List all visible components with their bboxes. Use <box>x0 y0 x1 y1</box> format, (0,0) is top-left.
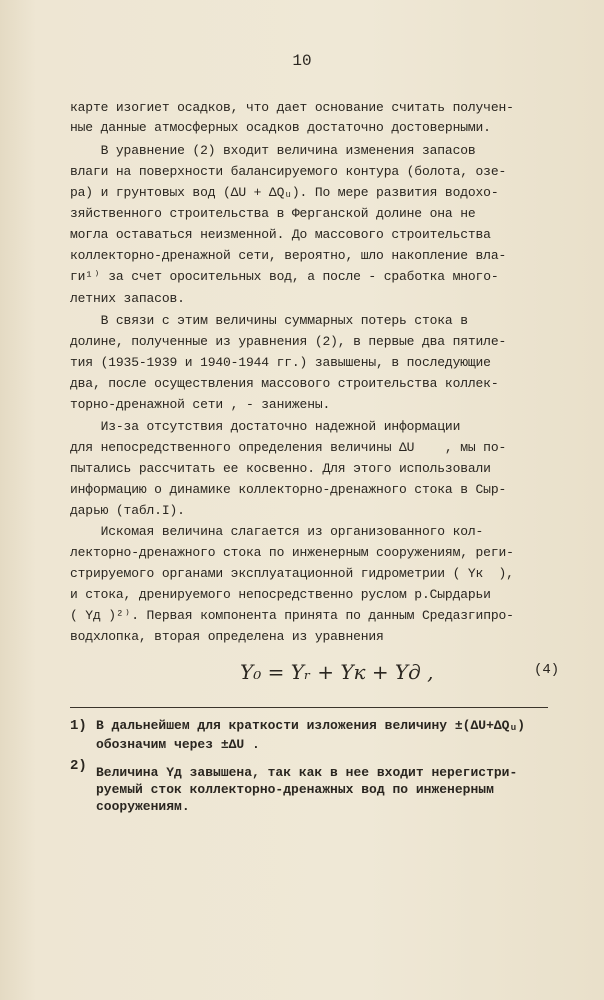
text-line: ги¹⁾ за счет оросительных вод, а после - сработка много- <box>70 269 499 284</box>
text-line: лекторно-дренажного стока по инженерным сооружениям, реги- <box>70 545 514 560</box>
footnote-marker: 2) <box>70 758 87 774</box>
text-line: стрируемого органами эксплуатационной гидрометрии ( Yк ), <box>70 566 514 581</box>
text-line: дарью (табл.I). <box>70 503 185 518</box>
footnote-line: В дальнейшем для краткости изложения величину ±(ΔU+ΔQᵤ) <box>96 718 526 733</box>
text-line: летних запасов. <box>70 291 185 306</box>
text-line: тия (1935-1939 и 1940-1944 гг.) завышены, в последующие <box>70 355 491 370</box>
text-line: карте изогиет осадков, что дает основание считать получен- <box>70 100 514 115</box>
text-line: коллекторно-дренажной сети, вероятно, шло накопление вла- <box>70 248 507 263</box>
footnote-line: Величина Yд завышена, так как в нее входит нерегистри- <box>96 765 518 780</box>
equation-number: (4) <box>534 662 560 678</box>
text-line: информацию о динамике коллекторно-дренажного стока в Сыр- <box>70 482 507 497</box>
text-line: водхлопка, вторая определена из уравнения <box>70 629 384 644</box>
text-line: В уравнение (2) входит величина изменения запасов <box>70 143 476 158</box>
footnote-line: обозначим через ±ΔU . <box>96 737 260 752</box>
footnote-line: сооружениям. <box>96 799 190 814</box>
text-line: могла оставаться неизменной. До массового строительства <box>70 227 491 242</box>
text-line: ( Yд )²⁾. Первая компонента принята по данным Средазгипро- <box>70 608 514 623</box>
text-line: долине, полученные из уравнения (2), в первые два пятиле- <box>70 334 507 349</box>
equation: Y₀ = Yᵣ + Yк + Yд , <box>240 660 434 684</box>
footnote-marker: 1) <box>70 718 87 734</box>
footnote-divider <box>70 707 548 708</box>
text-line: В связи с этим величины суммарных потерь стока в <box>70 313 468 328</box>
text-line: и стока, дренируемого непосредственно руслом р.Сырдарьи <box>70 587 491 602</box>
footnote-line: руемый сток коллекторно-дренажных вод по инженерным <box>96 782 494 797</box>
text-line: ра) и грунтовых вод (ΔU + ΔQᵤ). По мере развития водохо- <box>70 185 499 200</box>
text-line: влаги на поверхности балансируемого контура (болота, озе- <box>70 164 507 179</box>
text-line: два, после осуществления массового строительства коллек- <box>70 376 499 391</box>
text-line: торно-дренажной сети , - занижены. <box>70 397 331 412</box>
text-line: ные данные атмосферных осадков достаточно достоверными. <box>70 120 491 135</box>
text-line: Искомая величина слагается из организованного кол- <box>70 524 484 539</box>
page-number: 10 <box>292 52 312 70</box>
text-line: для непосредственного определения величины ΔU , мы по- <box>70 440 507 455</box>
text-line: пытались рассчитать ее косвенно. Для этого использовали <box>70 461 491 476</box>
text-line: зяйственного строительства в Ферганской долине она не <box>70 206 476 221</box>
text-line: Из-за отсутствия достаточно надежной информации <box>70 419 461 434</box>
